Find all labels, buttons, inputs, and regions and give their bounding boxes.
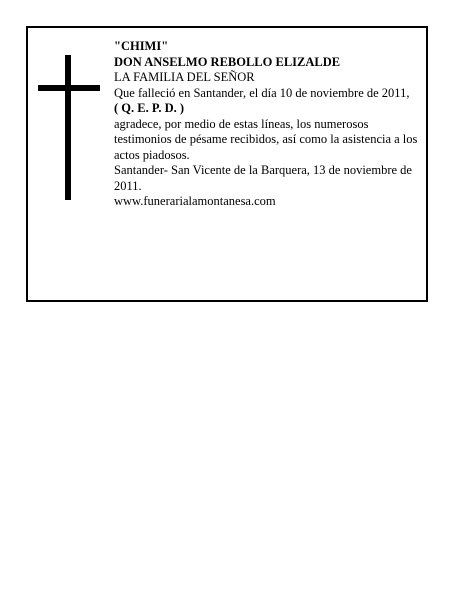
family-line: LA FAMILIA DEL SEÑOR <box>114 70 255 84</box>
notice-text <box>114 39 420 210</box>
nickname: "CHIMI" <box>114 39 169 53</box>
cross-vertical-bar <box>65 55 71 200</box>
deceased-name: DON ANSELMO REBOLLO ELIZALDE <box>114 54 341 69</box>
cross-horizontal-bar <box>38 85 100 91</box>
rip-line: ( Q. E. P. D. ) <box>114 101 185 115</box>
thanks-text: agradece, por medio de estas líneas, los numerosos testimonios de pésame recibidos, así como la asistencia a los actos piadosos. <box>114 116 418 162</box>
website: www.funerarialamontanesa.com <box>114 194 276 208</box>
obituary-notice <box>26 26 428 302</box>
place-date: Santander- San Vicente de la Barquera, 13 de noviembre de 2011. <box>114 163 412 193</box>
death-info: Que falleció en Santander, el día 10 de noviembre de 2011, <box>114 85 410 100</box>
cross-icon <box>38 55 100 200</box>
